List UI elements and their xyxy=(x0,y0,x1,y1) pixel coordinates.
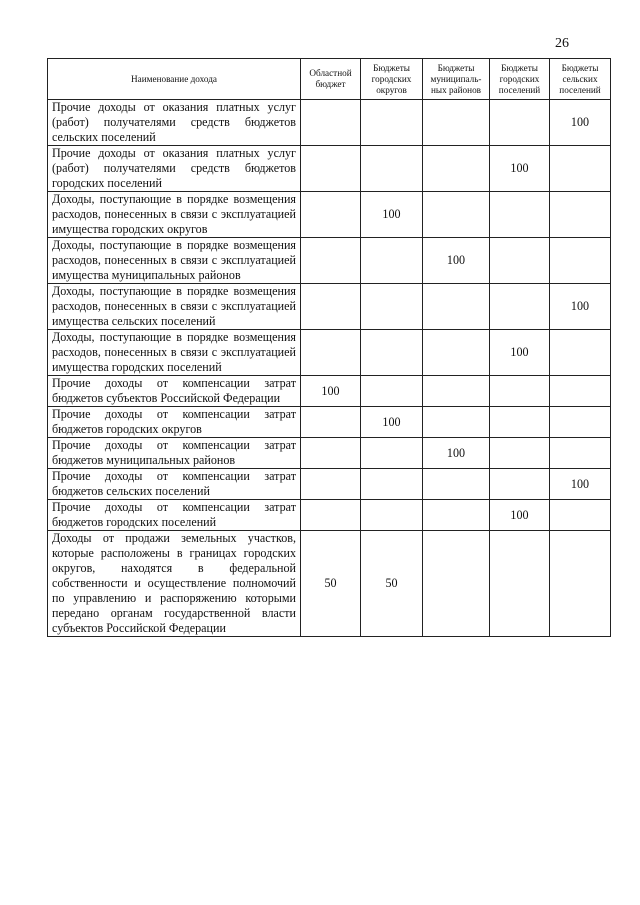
share-cell-urban-settlements: 100 xyxy=(490,330,550,376)
revenue-distribution-table xyxy=(47,58,611,637)
share-cell-urban-settlements xyxy=(490,192,550,238)
share-cell-municipal-districts xyxy=(423,407,490,438)
share-cell-city-districts xyxy=(361,330,423,376)
share-cell-regional xyxy=(301,330,361,376)
table-row xyxy=(48,376,611,407)
page-number: 26 xyxy=(555,36,569,51)
share-cell-city-districts xyxy=(361,146,423,192)
revenue-name-cell: Доходы, поступающие в порядке возмещения расходов, понесенных в связи с эксплуатацией имущества городских округов xyxy=(48,192,301,238)
share-cell-city-districts xyxy=(361,469,423,500)
revenue-name-cell: Прочие доходы от оказания платных услуг (работ) получателями средств бюджетов сельских поселений xyxy=(48,100,301,146)
share-cell-municipal-districts xyxy=(423,146,490,192)
share-cell-rural-settlements xyxy=(550,500,611,531)
revenue-name-cell: Доходы, поступающие в порядке возмещения расходов, понесенных в связи с эксплуатацией имущества сельских поселений xyxy=(48,284,301,330)
header-urban-settlements: Бюджеты городских поселений xyxy=(490,59,550,100)
share-cell-rural-settlements xyxy=(550,376,611,407)
table-row xyxy=(48,284,611,330)
share-cell-city-districts xyxy=(361,376,423,407)
share-cell-rural-settlements xyxy=(550,146,611,192)
header-municipal-districts: Бюджеты муниципаль-ных районов xyxy=(423,59,490,100)
table-row xyxy=(48,438,611,469)
share-cell-city-districts: 100 xyxy=(361,407,423,438)
share-cell-city-districts xyxy=(361,284,423,330)
table-row xyxy=(48,531,611,637)
share-cell-municipal-districts xyxy=(423,500,490,531)
share-cell-rural-settlements xyxy=(550,330,611,376)
share-cell-municipal-districts: 100 xyxy=(423,438,490,469)
share-cell-regional xyxy=(301,469,361,500)
share-cell-regional xyxy=(301,192,361,238)
header-revenue-name: Наименование дохода xyxy=(48,59,301,100)
share-cell-rural-settlements: 100 xyxy=(550,100,611,146)
share-cell-regional xyxy=(301,284,361,330)
share-cell-municipal-districts xyxy=(423,469,490,500)
revenue-name-cell: Прочие доходы от компенсации затрат бюджетов городских округов xyxy=(48,407,301,438)
table-row xyxy=(48,469,611,500)
share-cell-regional xyxy=(301,500,361,531)
table-row xyxy=(48,407,611,438)
share-cell-regional xyxy=(301,438,361,469)
share-cell-municipal-districts xyxy=(423,531,490,637)
table-row xyxy=(48,330,611,376)
share-cell-rural-settlements xyxy=(550,238,611,284)
revenue-name-cell: Доходы, поступающие в порядке возмещения расходов, понесенных в связи с эксплуатацией имущества городских поселений xyxy=(48,330,301,376)
share-cell-rural-settlements xyxy=(550,192,611,238)
share-cell-city-districts xyxy=(361,500,423,531)
table-header-row xyxy=(48,59,611,100)
share-cell-regional: 50 xyxy=(301,531,361,637)
share-cell-city-districts xyxy=(361,238,423,284)
share-cell-municipal-districts xyxy=(423,192,490,238)
header-rural-settlements: Бюджеты сельских поселений xyxy=(550,59,611,100)
header-regional-budget: Областной бюджет xyxy=(301,59,361,100)
share-cell-urban-settlements xyxy=(490,407,550,438)
share-cell-regional xyxy=(301,100,361,146)
share-cell-municipal-districts xyxy=(423,100,490,146)
share-cell-municipal-districts: 100 xyxy=(423,238,490,284)
share-cell-municipal-districts xyxy=(423,376,490,407)
table-row xyxy=(48,100,611,146)
share-cell-urban-settlements xyxy=(490,284,550,330)
share-cell-regional: 100 xyxy=(301,376,361,407)
revenue-name-cell: Прочие доходы от компенсации затрат бюджетов субъектов Российской Федерации xyxy=(48,376,301,407)
share-cell-urban-settlements xyxy=(490,238,550,284)
share-cell-rural-settlements: 100 xyxy=(550,284,611,330)
share-cell-city-districts: 100 xyxy=(361,192,423,238)
share-cell-urban-settlements xyxy=(490,376,550,407)
table-row xyxy=(48,500,611,531)
share-cell-regional xyxy=(301,407,361,438)
table-row xyxy=(48,146,611,192)
share-cell-urban-settlements xyxy=(490,531,550,637)
share-cell-regional xyxy=(301,238,361,284)
share-cell-municipal-districts xyxy=(423,284,490,330)
share-cell-urban-settlements: 100 xyxy=(490,500,550,531)
share-cell-rural-settlements: 100 xyxy=(550,469,611,500)
share-cell-rural-settlements xyxy=(550,438,611,469)
revenue-name-cell: Прочие доходы от компенсации затрат бюджетов сельских поселений xyxy=(48,469,301,500)
revenue-name-cell: Прочие доходы от оказания платных услуг (работ) получателями средств бюджетов городских поселений xyxy=(48,146,301,192)
share-cell-urban-settlements xyxy=(490,438,550,469)
share-cell-city-districts xyxy=(361,100,423,146)
revenue-name-cell: Доходы от продажи земельных участков, которые расположены в границах городских округов, находятся в федеральной собственности и осуществление полномочий по управлению и распоряжению которыми передано органам государственной власти субъектов Российской Федерации xyxy=(48,531,301,637)
share-cell-regional xyxy=(301,146,361,192)
revenue-name-cell: Прочие доходы от компенсации затрат бюджетов городских поселений xyxy=(48,500,301,531)
header-city-districts: Бюджеты городских округов xyxy=(361,59,423,100)
revenue-name-cell: Доходы, поступающие в порядке возмещения расходов, понесенных в связи с эксплуатацией имущества муниципальных районов xyxy=(48,238,301,284)
share-cell-urban-settlements xyxy=(490,100,550,146)
share-cell-city-districts xyxy=(361,438,423,469)
share-cell-city-districts: 50 xyxy=(361,531,423,637)
share-cell-urban-settlements: 100 xyxy=(490,146,550,192)
share-cell-rural-settlements xyxy=(550,407,611,438)
share-cell-municipal-districts xyxy=(423,330,490,376)
table-row xyxy=(48,238,611,284)
revenue-name-cell: Прочие доходы от компенсации затрат бюджетов муниципальных районов xyxy=(48,438,301,469)
share-cell-rural-settlements xyxy=(550,531,611,637)
share-cell-urban-settlements xyxy=(490,469,550,500)
table-row xyxy=(48,192,611,238)
